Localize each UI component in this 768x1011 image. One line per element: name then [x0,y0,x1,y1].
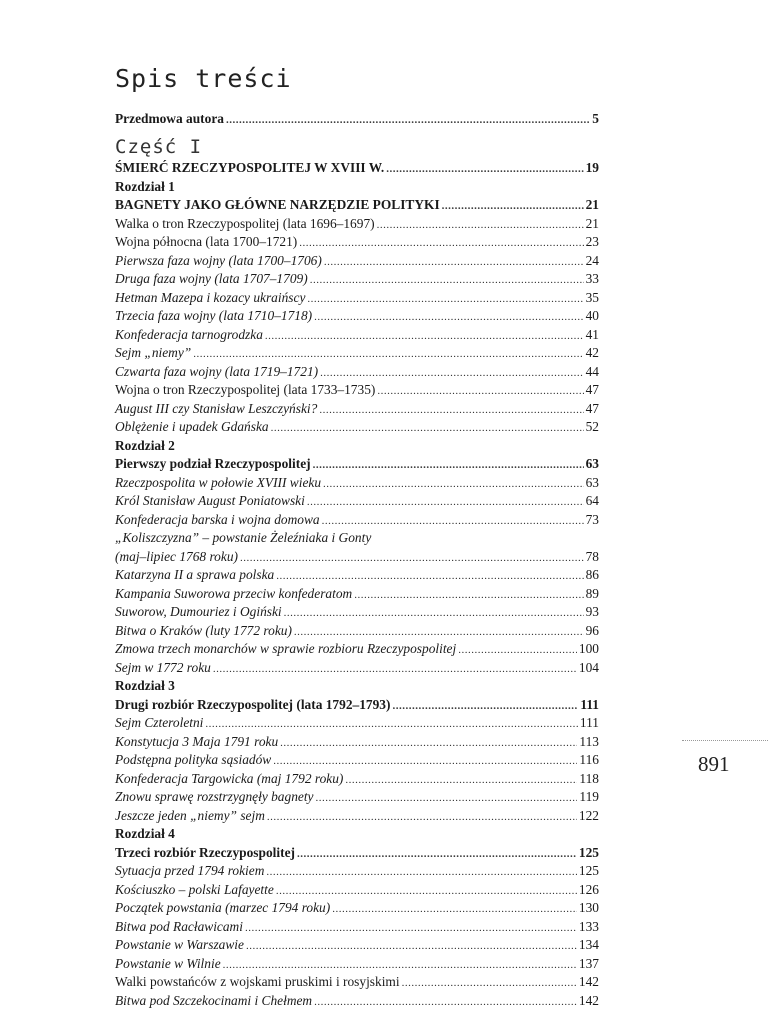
toc-entry [115,529,599,548]
toc-entry-title: BAGNETY JAKO GŁÓWNE NARZĘDZIE POLITYKI [115,196,440,215]
toc-entry-page: 130 [579,899,599,918]
chapter-label [115,437,599,456]
toc-entry [115,714,599,733]
toc-entry-title: Początek powstania (marzec 1794 roku) [115,899,330,918]
toc-entry [115,936,599,955]
toc-leader-dots [273,752,577,771]
toc-entry-page: 118 [579,770,599,789]
toc-entry-page: 78 [586,548,599,567]
toc-leader-dots [314,993,577,1011]
chapter-label [115,677,599,696]
toc-entry-page: 133 [579,918,599,937]
toc-leader-dots [354,586,583,605]
toc-leader-dots [392,697,578,716]
toc-entry [115,381,599,400]
toc-leader-dots [377,216,584,235]
toc-entry-page: 47 [586,400,599,419]
toc-entry-page: 41 [586,326,599,345]
toc-entry-page: 137 [579,955,599,974]
toc-entry-title: Sytuacja przed 1794 rokiem [115,862,264,881]
toc-list [115,159,599,1010]
toc-entry-page: 116 [579,751,599,770]
toc-entry-page: 21 [586,215,599,234]
toc-entry-page: 113 [579,733,599,752]
toc-leader-dots [213,660,577,679]
toc-entry-title: Konstytucja 3 Maja 1791 roku [115,733,278,752]
toc-entry-title: „Koliszczyzna” – powstanie Żeleźniaka i Gonty [115,529,371,548]
toc-entry-title: Kościuszko – polski Lafayette [115,881,274,900]
toc-entry-page: 119 [579,788,599,807]
part-heading: Część I [115,136,202,158]
toc-leader-dots [377,382,583,401]
toc-entry-page: 63 [586,474,599,493]
toc-entry-title: Bitwa o Kraków (luty 1772 roku) [115,622,292,641]
toc-entry-page: 47 [586,381,599,400]
toc-entry-page: 64 [586,492,599,511]
toc-leader-dots [245,919,577,938]
toc-leader-dots [307,290,583,309]
toc-leader-dots [386,160,583,179]
toc-entry [115,511,599,530]
toc-entry [115,788,599,807]
toc-leader-dots [324,253,584,272]
toc-leader-dots [267,808,577,827]
toc-entry [115,252,599,271]
toc-entry-page: 86 [586,566,599,585]
toc-entry-page: 5 [592,110,599,129]
toc-entry [115,696,599,715]
toc-entry-title: Oblężenie i upadek Gdańska [115,418,269,437]
toc-entry-title: Przedmowa autora [115,110,224,129]
toc-leader-dots [265,327,584,346]
toc-entry [115,585,599,604]
toc-entry [115,603,599,622]
toc-entry-page: 142 [579,973,599,992]
toc-entry [115,196,599,215]
toc-leader-dots [332,900,577,919]
toc-entry-page: 111 [580,696,599,715]
toc-entry [115,622,599,641]
toc-entry-title: Król Stanisław August Poniatowski [115,492,305,511]
toc-entry [115,307,599,326]
toc-entry-title: Katarzyna II a sprawa polska [115,566,274,585]
page-heading: Spis treści [115,64,292,93]
toc-entry [115,770,599,789]
toc-entry [115,363,599,382]
toc-entry-title: Pierwsza faza wojny (lata 1700–1706) [115,252,322,271]
toc-entry-title: Wojna północna (lata 1700–1721) [115,233,297,252]
toc-leader-dots [310,271,584,290]
toc-entry-page: 89 [586,585,599,604]
toc-leader-dots [320,364,584,383]
toc-entry [115,215,599,234]
toc-entry-title: Sejm w 1772 roku [115,659,211,678]
toc-leader-dots [284,604,584,623]
toc-entry-title: Wojna o tron Rzeczypospolitej (lata 1733–1735) [115,381,375,400]
toc-leader-dots [402,974,577,993]
toc-leader-dots [223,956,577,975]
toc-leader-dots [276,882,577,901]
toc-entry [115,418,599,437]
toc-entry-page: 52 [586,418,599,437]
toc-entry [115,881,599,900]
toc-entry [115,659,599,678]
toc-leader-dots [246,937,577,956]
toc-leader-dots [442,197,584,216]
toc-entry-title: Drugi rozbiór Rzeczypospolitej (lata 1792–1793) [115,696,390,715]
toc-entry [115,474,599,493]
toc-entry [115,110,599,129]
toc-entry-page: 100 [579,640,599,659]
toc-entry-title: Bitwa pod Racławicami [115,918,243,937]
toc-entry-title: Rozdział 3 [115,677,175,696]
toc-entry-page: 111 [580,714,599,733]
toc-entry-page: 23 [586,233,599,252]
toc-entry-title: (maj–lipiec 1768 roku) [115,548,238,567]
toc-entry [115,751,599,770]
toc-leader-dots [294,623,584,642]
toc-leader-dots [193,345,583,364]
toc-leader-dots [240,549,584,568]
toc-leader-dots [226,111,590,130]
toc-entry-title: Znowu sprawę rozstrzygnęły bagnety [115,788,314,807]
toc-entry [115,233,599,252]
toc-entry [115,289,599,308]
toc-leader-dots [280,734,577,753]
toc-entry-title: Powstanie w Wilnie [115,955,221,974]
toc-intro [115,110,599,129]
toc-entry-page: 125 [579,844,599,863]
toc-entry [115,455,599,474]
toc-entry-page: 42 [586,344,599,363]
toc-leader-dots [307,493,584,512]
toc-entry-title: August III czy Stanisław Leszczyński? [115,400,317,419]
toc-entry-title: Zmowa trzech monarchów w sprawie rozbioru Rzeczypospolitej [115,640,456,659]
toc-entry-title: Powstanie w Warszawie [115,936,244,955]
toc-entry-title: Walki powstańców z wojskami pruskimi i rosyjskimi [115,973,400,992]
toc-entry-page: 35 [586,289,599,308]
toc-leader-dots [323,475,584,494]
toc-entry-title: Konfederacja barska i wojna domowa [115,511,320,530]
toc-entry [115,844,599,863]
toc-entry [115,862,599,881]
toc-entry-title: Sejm „niemy” [115,344,191,363]
toc-leader-dots [313,456,584,475]
toc-entry-title: Trzecia faza wojny (lata 1710–1718) [115,307,312,326]
toc-leader-dots [271,419,584,438]
toc-entry-title: Konfederacja Targowicka (maj 1792 roku) [115,770,343,789]
toc-leader-dots [322,512,584,531]
toc-entry-title: Rozdział 2 [115,437,175,456]
toc-entry-page: 134 [579,936,599,955]
toc-entry-title: Rozdział 1 [115,178,175,197]
toc-leader-dots [276,567,583,586]
page-number: 891 [698,752,730,777]
toc-entry [115,566,599,585]
toc-entry-title: Druga faza wojny (lata 1707–1709) [115,270,308,289]
toc-entry-page: 63 [586,455,599,474]
toc-entry-page: 33 [586,270,599,289]
toc-entry-title: Konfederacja tarnogrodzka [115,326,263,345]
toc-entry-title: Suworow, Dumouriez i Ogiński [115,603,282,622]
toc-entry [115,400,599,419]
toc-leader-dots [299,234,583,253]
toc-entry [115,270,599,289]
toc-entry-title: ŚMIERĆ RZECZYPOSPOLITEJ W XVIII W. [115,159,384,178]
toc-entry-page: 104 [579,659,599,678]
toc-entry [115,326,599,345]
toc-entry-title: Pierwszy podział Rzeczypospolitej [115,455,311,474]
toc-entry-title: Sejm Czteroletni [115,714,203,733]
margin-rule [682,740,768,741]
toc-entry-title: Trzeci rozbiór Rzeczypospolitej [115,844,295,863]
toc-entry-title: Walka o tron Rzeczypospolitej (lata 1696–1697) [115,215,375,234]
toc-entry-page: 24 [586,252,599,271]
toc-entry [115,899,599,918]
toc-entry-title: Bitwa pod Szczekocinami i Chełmem [115,992,312,1011]
toc-entry [115,992,599,1011]
toc-leader-dots [458,641,577,660]
toc-entry [115,973,599,992]
toc-entry [115,918,599,937]
toc-entry-title: Rzeczpospolita w połowie XVIII wieku [115,474,321,493]
toc-entry-page: 21 [586,196,599,215]
toc-leader-dots [266,863,577,882]
toc-entry [115,640,599,659]
toc-entry-title: Kampania Suworowa przeciw konfederatom [115,585,352,604]
toc-entry-title: Rozdział 4 [115,825,175,844]
chapter-label [115,825,599,844]
toc-entry-title: Czwarta faza wojny (lata 1719–1721) [115,363,318,382]
toc-entry-page: 44 [586,363,599,382]
toc-entry-page: 122 [579,807,599,826]
toc-entry [115,955,599,974]
toc-leader-dots [205,715,578,734]
toc-entry-page: 93 [586,603,599,622]
toc-entry [115,159,599,178]
toc-entry [115,492,599,511]
toc-leader-dots [319,401,583,420]
toc-entry-page: 96 [586,622,599,641]
toc-leader-dots [345,771,577,790]
toc-entry-page: 142 [579,992,599,1011]
toc-entry-page: 126 [579,881,599,900]
toc-entry [115,807,599,826]
toc-leader-dots [316,789,578,808]
toc-leader-dots [297,845,577,864]
toc-entry-title: Hetman Mazepa i kozacy ukraińscy [115,289,305,308]
toc-leader-dots [314,308,583,327]
toc-entry [115,344,599,363]
toc-entry-page: 40 [586,307,599,326]
toc-entry [115,548,599,567]
toc-entry-page: 125 [579,862,599,881]
toc-entry [115,733,599,752]
toc-entry-title: Jeszcze jeden „niemy” sejm [115,807,265,826]
toc-entry-page: 73 [586,511,599,530]
toc-entry-title: Podstępna polityka sąsiadów [115,751,271,770]
chapter-label [115,178,599,197]
toc-entry-page: 19 [586,159,599,178]
